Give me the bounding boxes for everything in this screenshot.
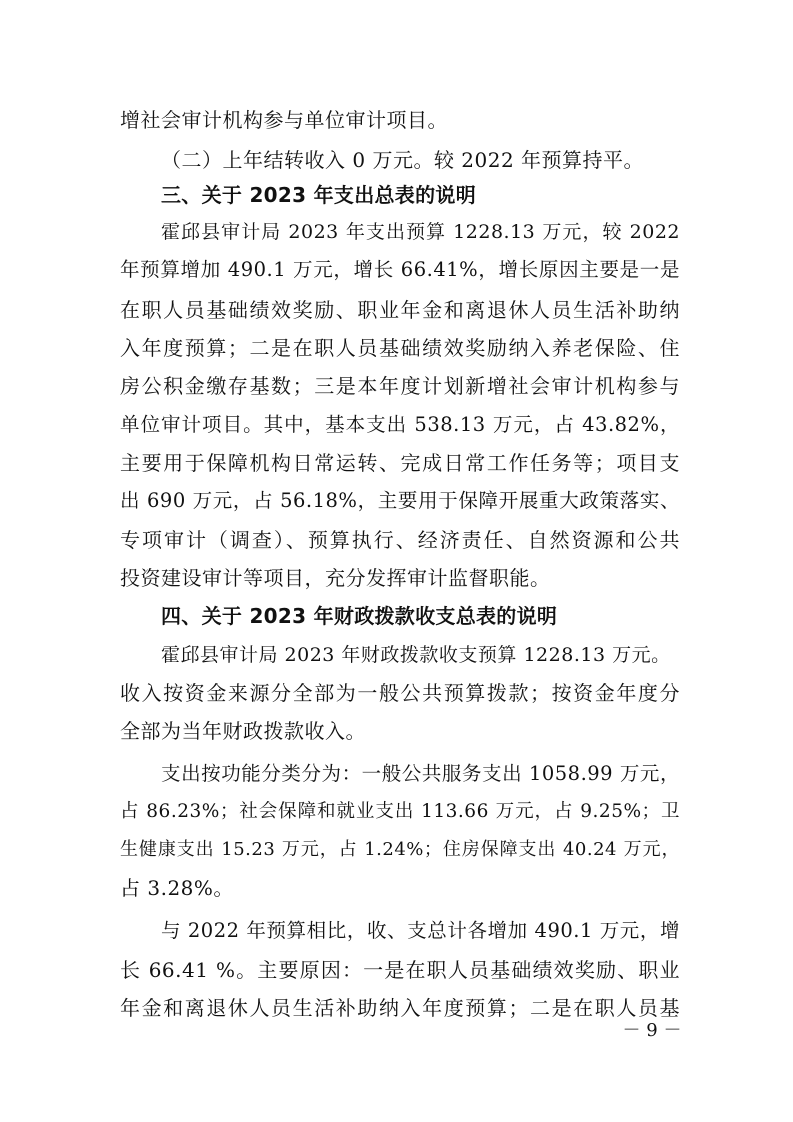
- body-text-line: 与 2022 年预算相比，收、支总计各增加 490.1 万元，增: [161, 919, 680, 942]
- body-text-line: 出 690 万元，占 56.18%，主要用于保障开展重大政策落实、: [120, 489, 680, 512]
- body-text-line: 投资建设审计等项目，充分发挥审计监督职能。: [120, 566, 551, 590]
- body-text-line: 支出按功能分类分为：一般公共服务支出 1058.99 万元，: [161, 762, 680, 785]
- body-text-line: 收入按资金来源分全部为一般公共预算拨款；按资金年度分: [120, 681, 680, 705]
- body-text-line: 入年度预算；二是在职人员基础绩效奖励纳入养老保险、住: [120, 336, 680, 360]
- body-text-line: 增社会审计机构参与单位审计项目。: [120, 108, 448, 132]
- body-text-line: 生健康支出 15.23 万元，占 1.24%；住房保障支出 40.24 万元，: [120, 839, 680, 860]
- section-heading: 四、关于 2023 年财政拨款收支总表的说明: [161, 604, 558, 628]
- page-number: － 9 －: [622, 1020, 682, 1041]
- body-text-line: 年金和离退休人员生活补助纳入年度预算；二是在职人员基: [120, 996, 680, 1020]
- body-text-line: 长 66.41 %。主要原因：一是在职人员基础绩效奖励、职业: [120, 958, 680, 982]
- body-text-line: 专项审计（调查）、预算执行、经济责任、自然资源和公共: [120, 528, 680, 552]
- body-text-line: 年预算增加 490.1 万元，增长 66.41%，增长原因主要是一是: [120, 258, 680, 281]
- body-text-line: 霍邱县审计局 2023 年支出预算 1228.13 万元，较 2022: [161, 221, 680, 243]
- body-text-line: 占 86.23%；社会保障和就业支出 113.66 万元，占 9.25%；卫: [120, 801, 680, 822]
- body-text-line: 主要用于保障机构日常运转、完成日常工作任务等；项目支: [120, 451, 680, 475]
- body-text-line: 单位审计项目。其中，基本支出 538.13 万元，占 43.82%，: [120, 413, 680, 436]
- body-text-line: （二）上年结转收入 0 万元。较 2022 年预算持平。: [161, 148, 645, 172]
- body-text-line: 占 3.28%。: [120, 876, 234, 900]
- section-heading: 三、关于 2023 年支出总表的说明: [161, 183, 476, 207]
- body-text-line: 房公积金缴存基数；三是本年度计划新增社会审计机构参与: [120, 374, 680, 398]
- body-text-line: 全部为当年财政拨款收入。: [120, 719, 366, 743]
- body-text-line: 霍邱县审计局 2023 年财政拨款收支预算 1228.13 万元。: [161, 644, 671, 666]
- body-text-line: 在职人员基础绩效奖励、职业年金和离退休人员生活补助纳: [120, 298, 680, 322]
